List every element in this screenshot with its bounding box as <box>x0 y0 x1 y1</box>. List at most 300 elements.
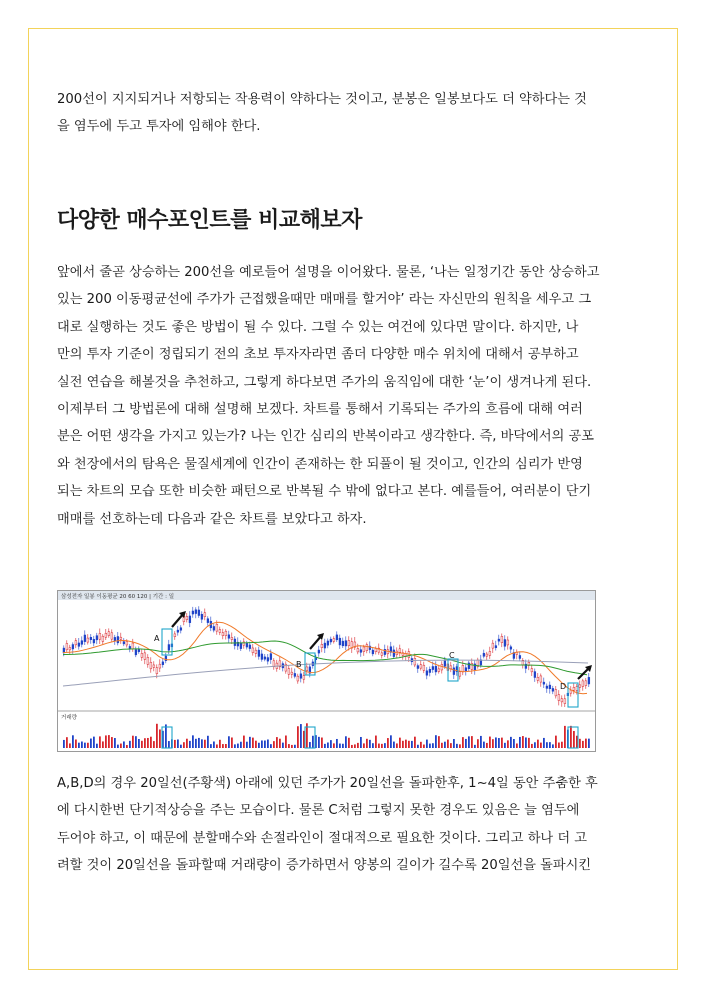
volume-bar <box>522 736 524 748</box>
volume-bar <box>87 743 89 748</box>
volume-bar <box>540 743 542 748</box>
volume-bar <box>216 744 218 748</box>
volume-bar <box>582 741 584 748</box>
volume-bar <box>510 737 512 748</box>
volume-bar <box>564 726 566 748</box>
paragraph-line: 앞에서 줄곧 상승하는 200선을 예로들어 설명을 이어왔다. 물론, ‘나는 일정기간 동안 상승하고 <box>57 265 600 280</box>
candle-body <box>294 673 296 676</box>
volume-bar <box>249 737 251 748</box>
candle-body <box>534 672 536 678</box>
volume-bar <box>462 737 464 748</box>
candle-body <box>321 644 323 647</box>
candle-body <box>108 632 110 636</box>
volume-bar <box>267 740 269 748</box>
candle-body <box>492 643 494 648</box>
volume-bar <box>108 735 110 748</box>
candle-body <box>318 650 320 653</box>
marker-label: B <box>296 660 302 669</box>
candle-body <box>156 668 158 674</box>
candle-body <box>555 690 557 696</box>
volume-bar <box>363 743 365 748</box>
volume-bar <box>438 736 440 748</box>
candle-body <box>462 665 464 672</box>
candle-body <box>129 646 131 648</box>
volume-bar <box>309 742 311 748</box>
candle-body <box>222 633 224 636</box>
volume-bar <box>546 742 548 748</box>
volume-bar <box>117 745 119 748</box>
candle-body <box>144 653 146 659</box>
candle-body <box>228 635 230 639</box>
volume-bar <box>402 741 404 748</box>
candle-body <box>93 639 95 643</box>
volume-bar <box>240 742 242 748</box>
candle-body <box>102 636 104 641</box>
candle-body <box>495 646 497 648</box>
paragraph-line: 대로 실행하는 것도 좋은 방법이 될 수 있다. 그럴 수 있는 여건에 있다면 말이다. 하지만, 나 <box>57 319 579 335</box>
volume-bar <box>534 742 536 748</box>
candle-body <box>213 626 215 630</box>
volume-bar <box>234 744 236 748</box>
volume-bar <box>300 724 302 748</box>
volume-bar <box>147 738 149 748</box>
volume-bar <box>588 739 590 748</box>
volume-bar <box>93 737 95 748</box>
candle-body <box>501 636 503 642</box>
volume-bar <box>405 740 407 748</box>
volume-bar <box>177 739 179 748</box>
candle-body <box>303 676 305 680</box>
volume-bar <box>378 744 380 748</box>
volume-bar <box>336 739 338 748</box>
paragraph-line: 와 천장에서의 탐욕은 물질세계에 인간이 존재하는 한 되풀이 될 것이고, 인간의 심리가 반영 <box>57 456 583 472</box>
volume-bar <box>195 739 197 748</box>
stock-chart <box>57 590 596 752</box>
candle-body <box>300 674 302 678</box>
candle-body <box>219 630 221 633</box>
volume-bar <box>153 741 155 748</box>
volume-bar <box>456 744 458 748</box>
volume-bar <box>294 745 296 748</box>
paragraph-line: 만의 투자 기준이 정립되기 전의 초보 투자자라면 좀더 다양한 매수 위치에 대해서 공부하고 <box>57 347 579 363</box>
volume-bar <box>492 739 494 748</box>
volume-bar <box>561 742 563 748</box>
candle-body <box>255 650 257 653</box>
candle-body <box>201 614 203 619</box>
volume-bar <box>111 737 113 748</box>
volume-bar <box>369 740 371 748</box>
candle-body <box>261 654 263 659</box>
candle-body <box>558 695 560 701</box>
volume-bar <box>429 744 431 748</box>
candle-body <box>297 676 299 681</box>
volume-bar <box>297 726 299 748</box>
candle-body <box>162 662 164 665</box>
candle-body <box>150 662 152 669</box>
candle-body <box>273 661 275 667</box>
candle-body <box>552 688 554 691</box>
volume-bar <box>351 745 353 748</box>
candle-body <box>120 637 122 639</box>
candle-body <box>117 637 119 643</box>
volume-bar <box>552 744 554 748</box>
volume-bar <box>387 738 389 748</box>
volume-bar <box>471 736 473 748</box>
candle-body <box>342 641 344 646</box>
volume-bar <box>180 745 182 748</box>
candle-body <box>234 639 236 646</box>
candle-body <box>414 658 416 665</box>
volume-bar <box>453 739 455 748</box>
candle-body <box>81 641 83 645</box>
volume-bar <box>63 740 65 748</box>
volume-bar <box>333 743 335 748</box>
candle-body <box>111 633 113 639</box>
volume-bar <box>486 743 488 748</box>
volume-bar <box>213 741 215 748</box>
candle-body <box>444 660 446 666</box>
paragraph-line: 있는 200 이동평균선에 주가가 근접했을때만 매매를 할거야’ 라는 자신만의 원칙을 세우고 그 <box>57 292 592 308</box>
paragraph-line: 에 다시한번 단기적상승을 주는 모습이다. 물론 C처럼 그렇지 못한 경우도 있음은 늘 염두에 <box>57 803 580 819</box>
candle-body <box>75 641 77 645</box>
volume-bar <box>210 744 212 748</box>
candle-body <box>324 643 326 648</box>
volume-bar <box>585 739 587 748</box>
candle-body <box>246 643 248 647</box>
volume-bar <box>408 741 410 748</box>
candle-body <box>147 657 149 664</box>
candle-body <box>348 640 350 645</box>
candle-body <box>504 640 506 647</box>
candle-body <box>486 654 488 656</box>
volume-bar <box>558 743 560 748</box>
candle-body <box>507 640 509 645</box>
volume-bar <box>252 738 254 748</box>
candle-body <box>537 677 539 680</box>
paragraph-line: 되는 차트의 모습 또한 비슷한 패턴으로 반복될 수 밖에 없다고 본다. 예를들어, 여러분이 단기 <box>57 484 592 500</box>
volume-bar <box>237 744 239 748</box>
volume-bar <box>435 735 437 748</box>
candle-body <box>291 672 293 674</box>
volume-bar <box>207 736 209 748</box>
volume-bar <box>189 741 191 748</box>
candle-body <box>216 624 218 631</box>
volume-bar <box>321 738 323 748</box>
volume-bar <box>231 737 233 748</box>
volume-bar <box>399 738 401 748</box>
candle-body <box>231 637 233 639</box>
candle-body <box>585 681 587 686</box>
volume-bar <box>132 736 134 748</box>
candle-body <box>519 655 521 658</box>
volume-bar <box>375 736 377 748</box>
marker-label: A <box>154 634 160 643</box>
volume-bar <box>579 739 581 748</box>
candle-body <box>498 639 500 641</box>
candle-body <box>465 668 467 671</box>
volume-bar <box>423 745 425 748</box>
intro-line-1: 200선이 지지되거나 저항되는 작용력이 약하다는 것이고, 분봉은 일봉보다도 더 약하다는 것 <box>57 92 587 107</box>
volume-bar <box>192 735 194 748</box>
candle-body <box>333 639 335 642</box>
intro-line-2: 을 염두에 두고 투자에 임해야 한다. <box>57 119 261 135</box>
volume-bar <box>183 742 185 748</box>
candle-body <box>270 654 272 660</box>
volume-bar <box>570 726 572 748</box>
volume-bar <box>138 739 140 748</box>
volume-bar <box>90 739 92 748</box>
volume-bar <box>498 738 500 748</box>
candle-body <box>69 648 71 650</box>
candle-body <box>546 686 548 688</box>
volume-bar <box>174 740 176 748</box>
candle-body <box>489 651 491 655</box>
paragraph-line: 실전 연습을 해볼것을 추천하고, 그렇게 하다보면 주가의 움직임에 대한 ‘눈’이 생겨나게 된다. <box>57 374 592 390</box>
candle-body <box>87 638 89 642</box>
candle-body <box>366 645 368 651</box>
volume-bar <box>201 739 203 748</box>
candle-body <box>174 634 176 637</box>
candle-body <box>345 641 347 646</box>
candle-body <box>132 643 134 649</box>
volume-bar <box>114 738 116 748</box>
candle-body <box>426 671 428 675</box>
volume-label: 거래량 <box>61 715 77 721</box>
candle-body <box>135 650 137 655</box>
volume-bar <box>513 739 515 748</box>
candle-body <box>357 649 359 652</box>
volume-bar <box>72 735 74 748</box>
paragraph-1 <box>57 259 651 533</box>
candle-body <box>189 616 191 623</box>
candle-body <box>153 665 155 667</box>
volume-bar <box>219 740 221 748</box>
candle-body <box>438 669 440 672</box>
candle-body <box>138 649 140 651</box>
volume-bar <box>186 739 188 748</box>
volume-bar <box>537 740 539 748</box>
volume-bar <box>477 739 479 748</box>
candle-body <box>453 668 455 675</box>
candle-body <box>393 650 395 657</box>
volume-bar <box>384 743 386 748</box>
paragraph-line: A,B,D의 경우 20일선(주황색) 아래에 있던 주가가 20일선을 돌파한후, 1~4일 동안 주춤한 후 <box>57 776 598 791</box>
volume-bar <box>204 740 206 748</box>
candle-body <box>573 687 575 690</box>
candle-body <box>105 633 107 637</box>
volume-bar <box>348 738 350 748</box>
volume-bar <box>282 743 284 748</box>
candle-body <box>195 610 197 614</box>
volume-bar <box>105 735 107 748</box>
volume-bar <box>126 745 128 748</box>
candle-body <box>180 628 182 631</box>
marker-label: C <box>449 651 455 660</box>
candle-body <box>225 631 227 635</box>
volume-bar <box>489 737 491 748</box>
candle-body <box>168 645 170 651</box>
volume-bar <box>459 744 461 748</box>
volume-bar <box>258 743 260 748</box>
volume-bar <box>483 742 485 748</box>
volume-bar <box>144 738 146 748</box>
volume-bar <box>519 737 521 748</box>
candle-body <box>450 666 452 669</box>
volume-bar <box>312 736 314 748</box>
candle-body <box>258 650 260 656</box>
volume-bar <box>432 743 434 748</box>
volume-bar <box>360 737 362 748</box>
candle-body <box>288 669 290 675</box>
paragraph-line: 이제부터 그 방법론에 대해 설명해 보겠다. 차트를 통해서 기록되는 주가의 흐름에 대해 여러 <box>57 402 583 418</box>
volume-bar <box>102 741 104 748</box>
volume-bar <box>135 736 137 748</box>
volume-bar <box>444 742 446 748</box>
volume-bar <box>78 743 80 748</box>
candle-body <box>264 657 266 659</box>
volume-bar <box>225 744 227 748</box>
candle-body <box>84 635 86 642</box>
candle-body <box>177 630 179 632</box>
candle-body <box>159 664 161 668</box>
volume-bar <box>468 736 470 748</box>
candle-body <box>417 666 419 669</box>
candle-body <box>306 667 308 671</box>
candle-body <box>471 663 473 669</box>
volume-bar <box>96 744 98 748</box>
volume-bar <box>261 740 263 748</box>
volume-bar <box>255 741 257 748</box>
volume-bar <box>555 736 557 748</box>
volume-bar <box>198 738 200 748</box>
paragraph-line: 두어야 하고, 이 때문에 분할매수와 손절라인이 절대적으로 필요한 것이다. 그리고 하나 더 고 <box>57 830 588 846</box>
chart-toolbar-text: 삼성전자 일봉 이동평균 20 60 120 | 기간 : 일 <box>61 594 175 600</box>
volume-bar <box>528 738 530 748</box>
volume-bar <box>84 743 86 748</box>
volume-bar <box>270 744 272 748</box>
candle-body <box>207 619 209 623</box>
candle-body <box>435 666 437 672</box>
paragraph-line: 분은 어떤 생각을 가지고 있는가? 나는 인간 심리의 반복이라고 생각한다. 즉, 바닥에서의 공포 <box>57 429 595 445</box>
candle-body <box>510 647 512 649</box>
candle-body <box>543 682 545 684</box>
volume-bar <box>75 739 77 748</box>
candle-body <box>372 650 374 654</box>
volume-bar <box>318 737 320 748</box>
section-heading: 다양한 매수포인트를 비교해보자 <box>57 208 362 233</box>
volume-bar <box>396 743 398 748</box>
candle-body <box>330 639 332 642</box>
volume-bar <box>69 743 71 748</box>
volume-bar <box>393 742 395 748</box>
candle-body <box>582 681 584 687</box>
volume-bar <box>501 738 503 748</box>
candle-body <box>336 635 338 640</box>
volume-bar <box>285 736 287 748</box>
candles-layer <box>63 606 590 707</box>
volume-bar <box>264 740 266 748</box>
highlight-box <box>162 629 172 655</box>
volume-bar <box>327 742 329 748</box>
volume-bar <box>426 740 428 748</box>
volume-bar <box>441 743 443 748</box>
volume-bar <box>288 744 290 748</box>
volume-bar <box>129 741 131 748</box>
volume-bar <box>324 744 326 748</box>
volume-bar <box>450 743 452 748</box>
candle-body <box>186 616 188 619</box>
volume-bar <box>243 736 245 748</box>
volume-bar <box>414 737 416 748</box>
volume-bar <box>150 737 152 748</box>
candle-body <box>432 666 434 669</box>
volume-bar <box>354 744 356 748</box>
volume-bar <box>66 737 68 748</box>
intro-block <box>57 86 651 141</box>
volume-bar <box>141 741 143 748</box>
candle-body <box>531 669 533 672</box>
candle-body <box>192 611 194 614</box>
candle-body <box>588 677 590 684</box>
candle-body <box>483 653 485 656</box>
volume-bar <box>81 741 83 748</box>
candle-body <box>579 685 581 688</box>
candle-body <box>123 642 125 644</box>
candle-body <box>249 645 251 649</box>
volume-bar <box>120 744 122 748</box>
volume-bar <box>330 740 332 748</box>
candle-body <box>564 699 566 704</box>
volume-bar <box>525 737 527 748</box>
candle-body <box>423 665 425 670</box>
candle-body <box>381 653 383 655</box>
volume-bar <box>276 737 278 748</box>
candle-body <box>252 648 254 653</box>
volume-bar <box>273 741 275 748</box>
candle-body <box>540 676 542 682</box>
volume-bar <box>342 744 344 748</box>
volume-bar <box>480 736 482 748</box>
volume-bar <box>516 743 518 748</box>
volume-bar <box>495 737 497 748</box>
volume-bar <box>390 735 392 748</box>
volume-bar <box>159 729 161 748</box>
volume-bar <box>411 741 413 748</box>
section-heading-block <box>57 203 651 234</box>
volume-bar <box>366 739 368 748</box>
volume-bar <box>99 736 101 748</box>
volume-bar <box>345 736 347 748</box>
paragraph-line: 매매를 선호하는데 다음과 같은 차트를 보았다고 하자. <box>57 511 367 527</box>
volume-bar <box>465 739 467 748</box>
candle-body <box>141 653 143 657</box>
candle-body <box>360 650 362 653</box>
candle-body <box>459 672 461 676</box>
volume-bar <box>420 742 422 748</box>
volume-bar <box>279 739 281 748</box>
candle-body <box>66 643 68 649</box>
paragraph-line: 려할 것이 20일선을 돌파할때 거래량이 증가하면서 양봉의 길이가 길수록 20일선을 돌파시킨 <box>57 858 592 874</box>
stock-chart-svg <box>58 591 595 751</box>
volume-bar <box>531 744 533 748</box>
candle-body <box>549 685 551 689</box>
candle-body <box>399 649 401 652</box>
volume-bar <box>357 743 359 748</box>
candle-body <box>96 636 98 640</box>
volume-bar <box>543 738 545 748</box>
candle-body <box>99 633 101 639</box>
volume-bar <box>168 741 170 748</box>
